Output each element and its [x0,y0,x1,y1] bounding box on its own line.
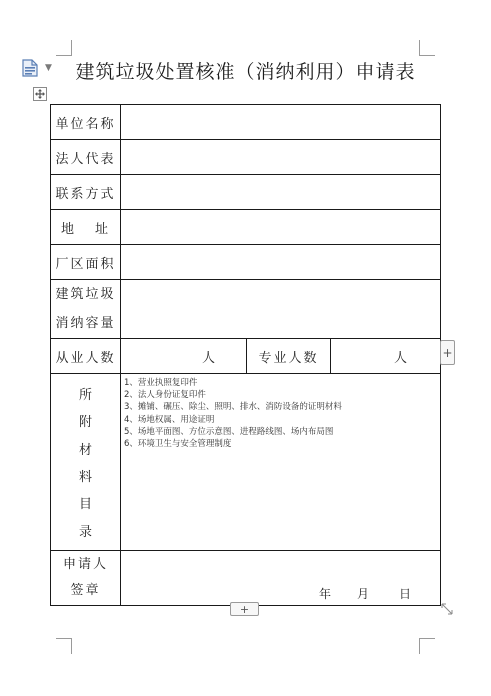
materials-label-char: 录 [78,524,92,540]
capacity-input[interactable] [121,280,441,339]
crop-mark-bottom-left [71,638,72,654]
crop-mark-top-right [419,55,435,56]
date-month-label: 月 [357,587,370,601]
signature-date [121,551,440,605]
legal-rep-input[interactable] [121,140,441,175]
materials-label-char: 材 [78,442,92,458]
address-label-char: 址 [94,221,108,237]
crop-mark-top-right [419,40,420,56]
add-column-button[interactable]: + [440,340,455,365]
pro-staff-label: 专业人数 [258,350,319,366]
list-item: 2、法人身份证复印件 [124,390,206,401]
form-row-staff [51,339,441,374]
date-year-label: 年 [319,587,332,601]
signature-label [51,552,120,604]
form-row-plant-area [51,245,441,280]
company-name-label-cell [51,105,121,140]
form-row-capacity [51,280,441,339]
materials-list-cell[interactable] [121,374,441,551]
plant-area-label: 厂区面积 [55,256,116,272]
address-input[interactable] [121,210,441,245]
capacity-label [51,280,120,338]
table-resize-handle-icon[interactable] [440,601,454,615]
plant-area-input[interactable] [121,245,441,280]
signature-label-line: 申请人 [62,557,108,572]
list-item: 3、摊铺、碾压、除尘、照明、排水、消防设备的证明材料 [124,402,342,413]
pro-staff-count-input[interactable] [331,339,441,374]
materials-label [51,374,120,550]
materials-list [121,374,440,450]
staff-label-cell [51,339,121,374]
form-row-contact [51,175,441,210]
staff-count-input[interactable] [121,339,247,374]
address-label-char: 地 [61,221,75,237]
form-row-address [51,210,441,245]
date-day-label: 日 [399,587,412,601]
application-form-table [50,104,441,606]
crop-mark-top-left [56,55,72,56]
chevron-down-icon[interactable]: ▼ [45,63,52,73]
staff-label: 从业人数 [55,350,116,366]
capacity-label-cell [51,280,121,339]
pro-staff-unit: 人 [394,350,408,366]
table-move-handle-icon[interactable] [33,87,47,101]
list-item: 4、场地权属、用途证明 [124,414,215,425]
list-item: 1、营业执照复印件 [124,378,198,388]
capacity-label-line: 建筑垃圾 [55,287,116,302]
form-row-legal-rep [51,140,441,175]
plant-area-label-cell [51,245,121,280]
list-item: 6、环境卫生与安全管理制度 [124,439,232,450]
crop-mark-bottom-left [56,638,72,639]
materials-label-char: 料 [78,470,92,486]
legal-rep-label-cell [51,140,121,175]
form-row-company [51,105,441,140]
company-name-input[interactable] [121,105,441,140]
form-row-signature [51,551,441,606]
contact-label: 联系方式 [55,186,116,202]
staff-unit: 人 [201,350,215,366]
signature-label-line: 签章 [70,583,101,598]
pro-staff-label-cell [247,339,331,374]
form-row-materials [51,374,441,551]
contact-input[interactable] [121,175,441,210]
signature-label-cell [51,551,121,606]
capacity-label-line: 消纳容量 [55,316,116,331]
signature-input[interactable] [121,551,441,606]
crop-mark-bottom-right [419,638,420,654]
crop-mark-bottom-right [419,638,435,639]
add-row-button[interactable]: + [230,602,259,616]
contact-label-cell [51,175,121,210]
legal-rep-label: 法人代表 [55,151,116,167]
materials-label-char: 附 [78,415,92,431]
page-title: 建筑垃圾处置核准（消纳利用）申请表 [75,61,416,83]
company-name-label: 单位名称 [55,116,116,132]
materials-label-cell [51,374,121,551]
address-label [51,218,120,237]
crop-mark-top-left [71,40,72,56]
materials-label-char: 目 [78,497,92,513]
list-item: 5、场地平面图、方位示意图、进程路线图、场内布局图 [124,426,334,437]
address-label-cell [51,210,121,245]
materials-label-char: 所 [78,388,92,404]
